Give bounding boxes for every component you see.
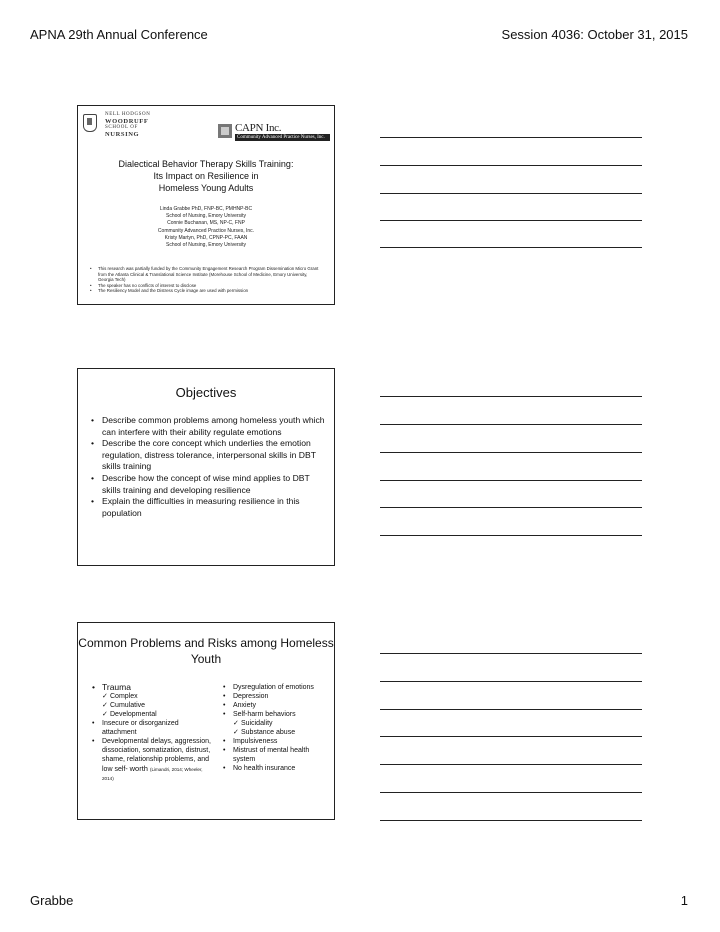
problems-list-left xyxy=(92,683,212,783)
problem-citation: (Limandri, 2014; Wheeler, 2014) xyxy=(102,767,203,781)
slide1-authors xyxy=(78,206,334,249)
problem-item: • Anxiety xyxy=(223,701,327,710)
author-line: Community Advanced Practice Nurses, Inc. xyxy=(157,227,255,234)
problem-delays: Developmental delays, aggression, dissociation, somatization, distrust, shame, relationship problems, and low self- xyxy=(102,738,211,773)
slide1-title xyxy=(78,158,334,194)
objective-item: • Describe how the concept of wise mind applies to DBT skills training and developing resilience xyxy=(91,473,326,496)
disclosure-item: • The Resiliency Model and the Distress Cycle image are used with permission xyxy=(88,288,320,294)
trauma-sublist xyxy=(102,692,212,719)
emory-logo-line2: WOODRUFF xyxy=(105,117,149,125)
problem-item xyxy=(92,737,212,783)
note-line xyxy=(380,480,642,481)
notes-lines-slide2 xyxy=(380,396,642,536)
problem-item: • Mistrust of mental health system xyxy=(223,746,327,764)
problem-item xyxy=(223,710,327,737)
disclosure-item: • This research was partially funded by the Community Engagement Research Program Dissemination Micro Grant from the Atlanta Clinical & Translational Science Institute (Morehouse School of Medicine, Emory University, Georgia Tech) xyxy=(88,266,320,283)
problem-item: • Insecure or disorganized attachment xyxy=(92,719,212,737)
problem-item xyxy=(92,683,212,719)
note-line xyxy=(380,507,642,508)
note-line xyxy=(380,165,642,166)
problem-item: • Dysregulation of emotions xyxy=(223,683,327,692)
emory-logo-line4: NURSING xyxy=(105,130,140,138)
author-line: School of Nursing, Emory University xyxy=(165,242,247,249)
note-line xyxy=(380,247,642,248)
notes-lines-slide1 xyxy=(380,137,642,249)
self-harm-subitem: ✓ Suicidality xyxy=(233,719,327,728)
slide3-heading: Common Problems and Risks among Homeless Youth xyxy=(78,636,334,666)
slide-objectives xyxy=(77,368,335,566)
note-line xyxy=(380,736,642,737)
problem-worth: worth xyxy=(129,764,148,773)
slide1-title-line: Its Impact on Resilience in xyxy=(153,171,259,181)
author-line: Connie Buchanan, MS, NP-C, FNP xyxy=(167,220,245,227)
objective-item: • Describe the core concept which underlies the emotion regulation, distress tolerance, interpersonal skills in DBT skills training xyxy=(91,438,326,473)
note-line xyxy=(380,193,642,194)
emory-logo-line3: SCHOOL OF xyxy=(105,125,138,130)
trauma-subitem: ✓ Complex xyxy=(102,692,212,701)
slide2-heading: Objectives xyxy=(175,385,237,400)
header-session-date: Session 4036: October 31, 2015 xyxy=(501,27,688,42)
author-line: Linda Grabbe PhD, FNP-BC, PMHNP-BC xyxy=(159,206,253,212)
trauma-subitem: ✓ Developmental xyxy=(102,710,212,719)
note-line xyxy=(380,535,642,536)
objective-item: • Explain the difficulties in measuring resilience in this population xyxy=(91,496,326,519)
slide-common-problems xyxy=(77,622,335,820)
disclosure-item: • The speaker has no conflicts of interest to disclose xyxy=(88,283,320,289)
emory-nursing-logo xyxy=(83,112,163,142)
note-line xyxy=(380,220,642,221)
note-line xyxy=(380,452,642,453)
trauma-subitem: ✓ Cumulative xyxy=(102,701,212,710)
emory-logo-line1: NELL HODGSON xyxy=(105,112,151,117)
capn-logo xyxy=(218,122,330,144)
problem-item: • Depression xyxy=(223,692,327,701)
problems-list-right xyxy=(223,683,327,773)
slide1-title-line: Dialectical Behavior Therapy Skills Training: xyxy=(118,159,294,169)
author-line: Kristy Martyn, PhD, CPNP-PC, FAAN xyxy=(164,234,248,241)
slide1-disclosures xyxy=(88,266,320,294)
note-line xyxy=(380,137,642,138)
note-line xyxy=(380,653,642,654)
objectives-list xyxy=(91,415,326,519)
problem-item: • No health insurance xyxy=(223,764,327,773)
self-harm-sublist xyxy=(233,719,327,737)
problem-item: • Impulsiveness xyxy=(223,737,327,746)
slide1-title-line: Homeless Young Adults xyxy=(158,183,254,193)
note-line xyxy=(380,764,642,765)
emory-shield-icon xyxy=(83,114,97,132)
self-harm-subitem: ✓ Substance abuse xyxy=(233,728,327,737)
slide-title xyxy=(77,105,335,305)
capn-mark-icon xyxy=(218,124,232,138)
author-line: School of Nursing, Emory University xyxy=(165,213,247,220)
note-line xyxy=(380,792,642,793)
notes-lines-slide3 xyxy=(380,653,642,823)
note-line xyxy=(380,820,642,821)
problem-self-harm: Self-harm behaviors xyxy=(233,711,296,718)
note-line xyxy=(380,424,642,425)
note-line xyxy=(380,396,642,397)
footer-page-number: 1 xyxy=(680,893,688,908)
problem-trauma: Trauma xyxy=(102,682,131,692)
objective-item: • Describe common problems among homeless youth which can interfere with their ability regulate emotions xyxy=(91,415,326,438)
note-line xyxy=(380,709,642,710)
footer-author: Grabbe xyxy=(30,893,74,908)
header-conference-title: APNA 29th Annual Conference xyxy=(30,27,208,42)
capn-logo-name: CAPN Inc. xyxy=(235,122,282,134)
note-line xyxy=(380,681,642,682)
capn-logo-tagline: Community Advanced Practice Nurses, Inc. xyxy=(235,134,330,141)
